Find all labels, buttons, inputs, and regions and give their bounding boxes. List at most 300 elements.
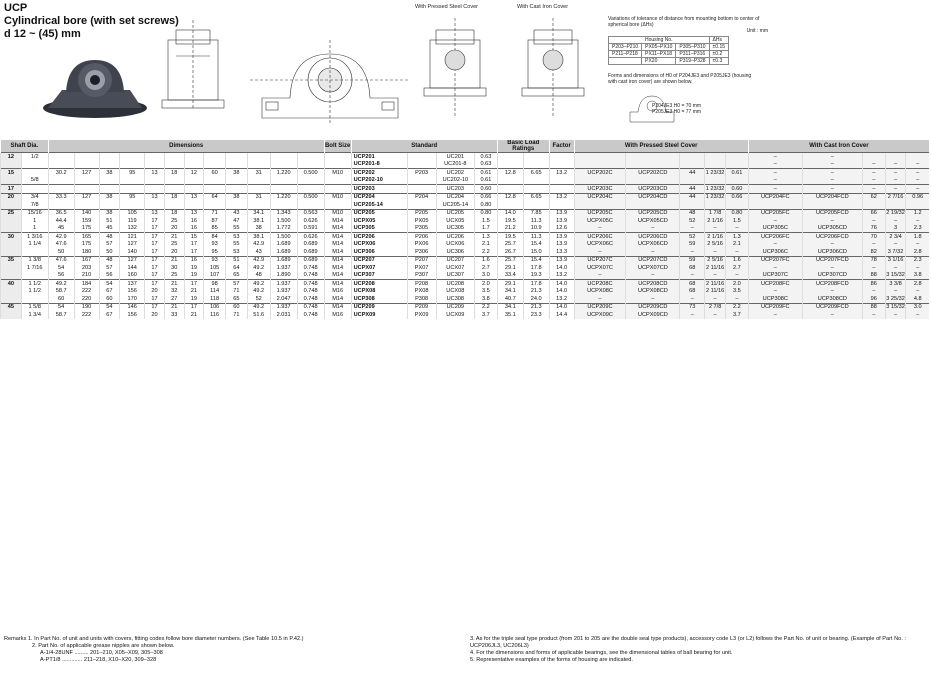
dim: 20 (164, 225, 184, 233)
pressed-cover-cell: UCP208CD (626, 280, 680, 288)
d: 25 (1, 209, 22, 217)
dim (226, 177, 248, 185)
cast-cover-cell: – (906, 241, 929, 249)
dim: 25 (164, 272, 184, 280)
dim: 20 (145, 311, 165, 319)
dim: 13 (145, 169, 165, 177)
cast-cover-cell: – (802, 177, 862, 185)
dim: 85 (204, 225, 226, 233)
pressed-cover-cell: 2.2 (725, 303, 748, 311)
cast-cover-cell (885, 153, 906, 161)
cast-cover-cell: – (885, 241, 906, 249)
cr: 40.7 (497, 295, 523, 303)
pressed-cover-cell: UCPX06C (574, 241, 626, 249)
cast-cover-cell: UCP208FCD (802, 280, 862, 288)
mass: 2.2 (475, 303, 498, 311)
cr: 19.5 (497, 217, 523, 225)
cast-cover-cell: 1.2 (906, 209, 929, 217)
dim: 180 (74, 248, 99, 256)
pressed-cover-cell: – (574, 225, 626, 233)
dim: 44.4 (48, 217, 74, 225)
dim: 27 (164, 295, 184, 303)
dim: 0.689 (297, 241, 324, 249)
cast-cover-cell: – (748, 288, 802, 296)
tol-cell: P319–P328 (676, 58, 709, 65)
cast-cover-cell: 2 3/4 (885, 233, 906, 241)
dim: 127 (120, 241, 145, 249)
dim: 17 (145, 248, 165, 256)
dim: 15 (184, 233, 204, 241)
cast-cover-cell: – (748, 153, 802, 161)
dim (120, 153, 145, 161)
cast-cover-cell (906, 201, 929, 209)
dim: 16 (184, 256, 204, 264)
dim: 50 (48, 248, 74, 256)
cast-cover-cell: – (862, 185, 885, 194)
cast-cover-cell: UCP308C (748, 295, 802, 303)
dim (297, 201, 324, 209)
pressed-cover-cell: – (626, 295, 680, 303)
inch (21, 169, 48, 177)
dim: 71 (226, 311, 248, 319)
pressed-cover-cell: – (574, 248, 626, 256)
dim: 60 (204, 169, 226, 177)
cast-cover-cell: UCP209FCD (802, 303, 862, 311)
cor: 6.65 (523, 193, 549, 201)
pressed-cover-cell: – (574, 295, 626, 303)
dim: 17 (145, 233, 165, 241)
unit-no: UCP201-8 (351, 161, 407, 169)
dim: 19 (184, 272, 204, 280)
table-row (1, 280, 930, 288)
dim: 127 (74, 193, 99, 201)
pressed-cover-cell: 1.6 (725, 256, 748, 264)
pressed-cover-cell (705, 177, 726, 185)
pressed-cover-cell (705, 161, 726, 169)
cast-cover-cell: 82 (862, 248, 885, 256)
dim: 222 (74, 311, 99, 319)
dim: 1.937 (270, 288, 297, 296)
cr: 33.4 (497, 272, 523, 280)
dim: 0.500 (297, 193, 324, 201)
dim: 20 (164, 248, 184, 256)
housing-no: P204 (407, 193, 436, 201)
pressed-cover-cell: UCP204C (574, 193, 626, 201)
dim: 17 (145, 217, 165, 225)
dim: 2.031 (270, 311, 297, 319)
dim: 71 (226, 288, 248, 296)
pressed-cover-cell (680, 153, 705, 161)
dim: 21 (164, 280, 184, 288)
unit-no: UCP209 (351, 303, 407, 311)
cast-cover-cell: – (885, 185, 906, 194)
bolt: M14 (324, 241, 351, 249)
pressed-cover-cell: 1.5 (725, 217, 748, 225)
dim: 16 (184, 225, 204, 233)
pressed-cover-cell: 2 11/16 (705, 264, 725, 271)
dim: 18 (164, 193, 184, 201)
unit-no: UCP208 (351, 280, 407, 288)
cast-cover-cell: UCP204FCD (802, 193, 862, 201)
d (1, 161, 22, 169)
pressed-cover-cell: 2 7/8 (705, 303, 726, 311)
mass: 2.0 (475, 280, 498, 288)
dimension-table-wrap (0, 140, 931, 634)
dim: 45 (99, 225, 120, 233)
dim: 21 (164, 303, 184, 311)
pressed-cover-cell: UCP208C (574, 280, 626, 288)
pressed-cover-cell (626, 161, 680, 169)
dim: 51 (226, 256, 248, 264)
bearing-no: UCX06 (436, 241, 474, 249)
table-body (1, 153, 930, 319)
dim (204, 201, 226, 209)
cast-cover-cell: 2 7/16 (885, 193, 906, 201)
h0-note-text: Forms and dimensions of H0 of P204JE3 and P205JE3 (housing with cast iron cover) are shown below. (608, 73, 752, 85)
pressed-cover-cell: – (680, 295, 705, 303)
pressed-cover-cell: UCP209C (574, 303, 626, 311)
pressed-cover-cell: – (725, 272, 748, 280)
pressed-cover-cell: 1 7/8 (705, 209, 726, 217)
factor: 14.0 (549, 288, 574, 296)
pressed-cover-cell: 2.0 (725, 280, 748, 288)
bolt: M10 (324, 193, 351, 201)
cast-cover-cell: – (906, 264, 929, 272)
cast-cover-cell: UCP206FCD (802, 233, 862, 241)
dim (247, 201, 270, 209)
pressed-cover-cell: 73 (680, 303, 705, 311)
tol-cell: PX20 (642, 58, 676, 65)
dim (247, 177, 270, 185)
dim: 160 (120, 272, 145, 280)
cr: 12.8 (497, 193, 523, 201)
table-row (1, 311, 930, 319)
cast-cover-cell: – (802, 153, 862, 161)
mass: 2.7 (475, 264, 498, 272)
table-row (1, 193, 930, 201)
cast-cover-cell: – (862, 217, 885, 225)
dim (48, 201, 74, 209)
bolt: M14 (324, 295, 351, 303)
mass: 3.8 (475, 295, 498, 303)
dim (297, 161, 324, 169)
dim: 47 (226, 217, 248, 225)
d: 20 (1, 193, 22, 201)
dim: 0.748 (297, 295, 324, 303)
housing-no (407, 185, 436, 194)
dim: 52 (247, 295, 270, 303)
cr (497, 177, 523, 185)
pressed-cover-cell: UCP203CD (626, 185, 680, 194)
dim: 127 (120, 256, 145, 264)
cast-cover-cell: 88 (862, 272, 885, 280)
pressed-cover-cell: 52 (680, 233, 705, 241)
mass: 0.60 (475, 185, 498, 194)
remark-2b: A-PT1/8 ............. 211–218, X10–X20, 309–328 (40, 657, 157, 663)
dim: 21 (164, 256, 184, 264)
dim: 1.772 (270, 225, 297, 233)
cast-cover-cell: – (802, 241, 862, 249)
bolt: M14 (324, 233, 351, 241)
dim (48, 177, 74, 185)
dim: 49.2 (247, 288, 270, 296)
cast-cover-cell: – (748, 169, 802, 177)
cast-cover-drawing (522, 18, 584, 118)
bolt: M10 (324, 209, 351, 217)
mass: 0.80 (475, 201, 498, 209)
cast-cover-cell: – (906, 217, 929, 225)
pressed-cover-cell (574, 161, 626, 169)
cr: 26.7 (497, 248, 523, 256)
pressed-cover-cell (705, 201, 726, 209)
cast-cover-cell: 2.3 (906, 256, 929, 264)
pressed-cover-cell: 44 (680, 185, 705, 194)
housing-no: P307 (407, 272, 436, 280)
dim: 0.748 (297, 280, 324, 288)
factor: 13.9 (549, 241, 574, 249)
dim: 1.689 (270, 256, 297, 264)
pressed-cover-cell: 2.1 (725, 241, 748, 249)
cast-cover-cell: – (862, 177, 885, 185)
pressed-cover-cell: 59 (680, 241, 705, 249)
dim: 57 (99, 264, 120, 272)
pressed-cover-cell: 52 (680, 217, 705, 225)
mass: 2.1 (475, 241, 498, 249)
bolt: M10 (324, 169, 351, 177)
dim (297, 185, 324, 194)
cr: 29.1 (497, 280, 523, 288)
cast-cover-cell: 3 15/32 (886, 272, 905, 279)
dim: 17 (145, 256, 165, 264)
dim: 67 (99, 288, 120, 296)
pressed-cover-cell (725, 153, 748, 161)
dim: 34.1 (247, 209, 270, 217)
cast-cover-cell: 3 15/32 (886, 304, 905, 311)
cor (523, 161, 549, 169)
table-row (1, 201, 930, 209)
dim: 64 (204, 193, 226, 201)
cast-cover-cell: – (885, 264, 906, 272)
dim: 17 (184, 241, 204, 249)
cor: 21.3 (523, 288, 549, 296)
table-row (1, 169, 930, 177)
d (1, 295, 22, 303)
dim: 30.2 (48, 169, 74, 177)
inch: 1 3/16 (21, 233, 48, 241)
pressed-cover-cell (680, 161, 705, 169)
cast-cover-cell: UCP308CD (802, 295, 862, 303)
unit-no: UCP308 (351, 295, 407, 303)
cast-cover-cell: 3 25/32 (886, 295, 905, 302)
dim: 17 (145, 264, 165, 272)
cast-cover-cell: – (906, 288, 929, 296)
bolt: M14 (324, 264, 351, 272)
factor: 13.9 (549, 233, 574, 241)
remark-1: Remarks 1. In Part No. of unit and units with covers, fitting codes follow bore diameter numbers. (See Table 10.5 in P.42.) (4, 636, 304, 642)
bearing-no: UC201 (436, 153, 474, 161)
dim: 31 (247, 193, 270, 201)
dim: 1.937 (270, 264, 297, 272)
col-group-pressed: With Pressed Steel Cover (574, 140, 748, 153)
pressed-cover-cell: – (705, 311, 726, 319)
inch: 1 3/4 (21, 311, 48, 319)
pressed-cover-cell (680, 201, 705, 209)
dim: 0.563 (297, 209, 324, 217)
housing-no (407, 161, 436, 169)
mass: 3.7 (475, 311, 498, 319)
dim: 1.689 (270, 248, 297, 256)
product-photo (43, 60, 147, 118)
dim: 17 (145, 295, 165, 303)
unit-no: UCP205-14 (351, 201, 407, 209)
pressed-cover-cell: UCP202C (574, 169, 626, 177)
cast-cover-cell: 0.96 (906, 193, 929, 201)
dim: 33 (164, 311, 184, 319)
cast-cover-cell: – (802, 185, 862, 194)
cor: 19.3 (523, 272, 549, 280)
dim: 38.1 (247, 217, 270, 225)
unit-no: UCP207 (351, 256, 407, 264)
cor: 15.4 (523, 256, 549, 264)
tol-cell: P203–P210 (609, 44, 642, 51)
bolt: M14 (324, 272, 351, 280)
dim: 53 (226, 233, 248, 241)
dim (74, 185, 99, 194)
pressed-cover-cell: 2.7 (725, 264, 748, 272)
dim (226, 153, 248, 161)
pressed-cover-cell: UCP205CD (626, 209, 680, 217)
pressed-cover-cell: – (705, 225, 726, 233)
d (1, 241, 22, 249)
pressed-cover-cell: 44 (680, 193, 705, 201)
series-title: UCP (4, 2, 28, 14)
dim: 21 (184, 311, 204, 319)
cor (523, 185, 549, 194)
cast-cover-cell: UCP205FCD (802, 209, 862, 217)
bolt: M14 (324, 225, 351, 233)
dim (74, 201, 99, 209)
remarks-left (4, 636, 444, 664)
d (1, 225, 22, 233)
housing-no: P305 (407, 225, 436, 233)
pressed-cover-cell: 2 11/16 (705, 280, 725, 287)
remark-5: 5. Representative examples of the forms of housing are indicated. (470, 657, 633, 663)
dim: 71 (204, 209, 226, 217)
dim: 48 (99, 256, 120, 264)
bearing-no: UC205-14 (436, 201, 474, 209)
dim: 140 (74, 209, 99, 217)
cast-cover-cell: UCP209FC (748, 303, 802, 311)
dim: 140 (120, 248, 145, 256)
dim: 17 (145, 303, 165, 311)
dim: 38 (99, 169, 120, 177)
tolerance-unit: Unit : mm (746, 28, 768, 34)
pressed-cover-cell (680, 177, 705, 185)
d: 17 (1, 185, 22, 194)
dim (270, 161, 297, 169)
dim: 17 (145, 272, 165, 280)
dim (270, 185, 297, 194)
dim (184, 177, 204, 185)
pressed-cover-cell (574, 201, 626, 209)
dim (226, 161, 248, 169)
table-row (1, 153, 930, 161)
dim (204, 153, 226, 161)
cast-cover-cell: – (748, 264, 802, 272)
cast-cover-caption: With Cast Iron Cover (517, 4, 569, 10)
pressed-cover-cell (725, 161, 748, 169)
cast-cover-cell: UCP207FCD (802, 256, 862, 264)
mass: 0.80 (475, 209, 498, 217)
pressed-cover-cell: UCPX07CD (626, 264, 680, 272)
cast-cover-cell: – (802, 161, 862, 169)
tol-head-delta: ΔHs (709, 37, 728, 44)
pressed-cover-cell: UCP205C (574, 209, 626, 217)
dim: 54 (99, 280, 120, 288)
pressed-cover-cell: UCPX05C (574, 217, 626, 225)
remarks-right (470, 636, 928, 664)
d (1, 288, 22, 296)
inch (21, 161, 48, 169)
d (1, 248, 22, 256)
bolt: M14 (324, 303, 351, 311)
bolt: M14 (324, 217, 351, 225)
dim: 118 (204, 295, 226, 303)
unit-no: UCP202 (351, 169, 407, 177)
cast-cover-cell (906, 153, 929, 161)
pressed-cover-cell: 1 23/32 (705, 169, 725, 176)
dim: 57 (99, 241, 120, 249)
dim: 13 (184, 209, 204, 217)
factor: 13.2 (549, 169, 574, 177)
h0-line-1: P204JE3 H0 = 70 mm (652, 103, 702, 109)
cast-cover-cell: – (885, 217, 906, 225)
dim: 144 (120, 264, 145, 272)
dim (204, 177, 226, 185)
dim: 87 (204, 217, 226, 225)
housing-no: P209 (407, 303, 436, 311)
dim (120, 177, 145, 185)
mass: 1.7 (475, 225, 498, 233)
cast-cover-cell (862, 201, 885, 209)
series-subtitle: Cylindrical bore (with set screws) (4, 15, 179, 27)
cast-cover-cell: – (885, 169, 906, 177)
dim: 67 (99, 311, 120, 319)
dim: 0.748 (297, 272, 324, 280)
housing-no (407, 201, 436, 209)
dim: 56 (48, 272, 74, 280)
pressed-cover-cell (574, 153, 626, 161)
cast-cover-cell: 4.8 (906, 295, 929, 303)
cast-cover-cell: 3.8 (906, 272, 929, 280)
dim: 116 (204, 311, 226, 319)
d: 30 (1, 233, 22, 241)
cast-cover-cell: – (862, 288, 885, 296)
unit-no: UCPX07 (351, 264, 407, 272)
factor: 13.3 (549, 248, 574, 256)
unit-no: UCPX08 (351, 288, 407, 296)
tol-cell: PX05–PX10 (642, 44, 676, 51)
col-group-cast: With Cast Iron Cover (748, 140, 929, 153)
factor: 13.2 (549, 295, 574, 303)
cr (497, 161, 523, 169)
tolerance-box (608, 16, 768, 65)
d: 45 (1, 303, 22, 311)
cast-cover-cell: – (862, 311, 885, 319)
dim (120, 161, 145, 169)
dim: 1.937 (270, 280, 297, 288)
dim: 170 (120, 295, 145, 303)
